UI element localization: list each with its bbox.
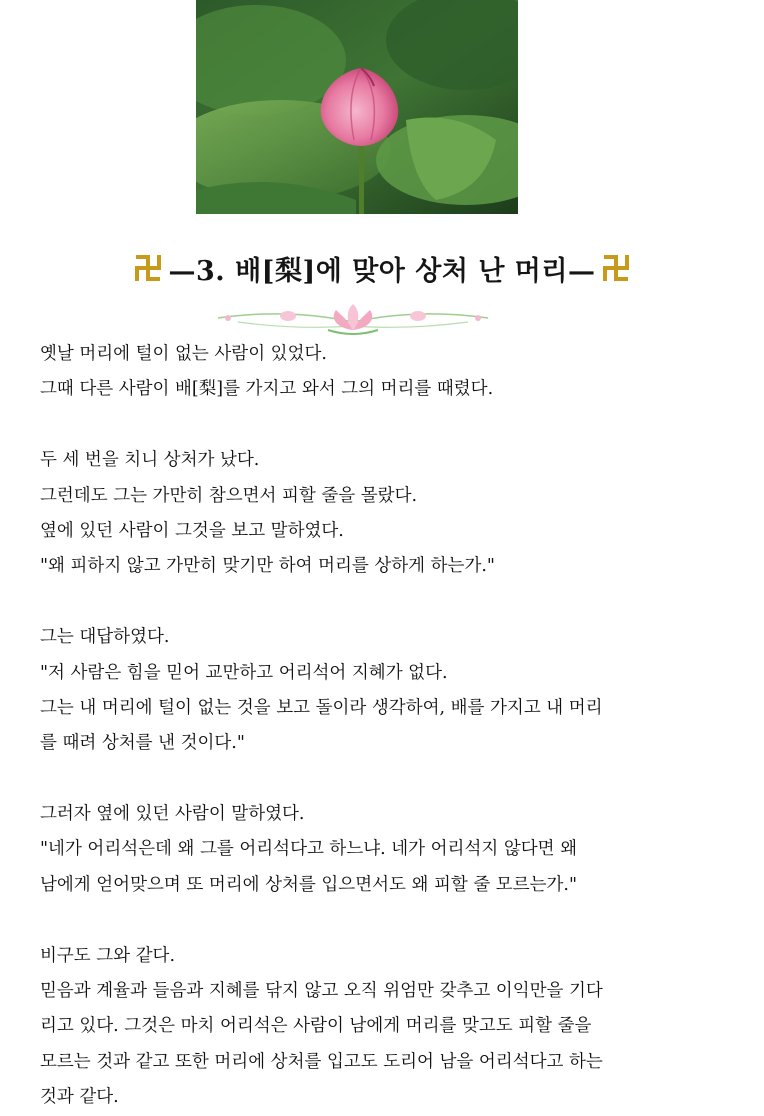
text-line: 그는 대답하였다. xyxy=(40,627,170,648)
text-line: 비구도 그와 같다. xyxy=(40,945,176,966)
title-row xyxy=(0,238,764,298)
text-line: "저 사람은 힘을 믿어 교만하고 어리석어 지혜가 없다. xyxy=(40,662,448,683)
text-line: 그때 다른 사람이 배[梨]를 가지고 와서 그의 머리를 때렸다. xyxy=(40,379,494,400)
text-line: 옛날 머리에 털이 없는 사람이 있었다. xyxy=(40,344,327,364)
paragraph-gap xyxy=(40,762,740,797)
text-line: 두 세 번을 치니 상처가 났다. xyxy=(40,450,260,471)
paragraph-gap xyxy=(40,903,740,938)
lotus-divider-icon xyxy=(208,300,498,340)
text-line: 모르는 것과 같고 또한 머리에 상처를 입고도 도리어 남을 어리석다고 하는 xyxy=(40,1051,603,1072)
text-line: 옆에 있던 사람이 그것을 보고 말하였다. xyxy=(40,520,344,541)
paragraph-gap xyxy=(40,585,740,620)
text-line: 믿음과 계율과 들음과 지혜를 닦지 않고 오직 위엄만 갖추고 이익만을 기다 xyxy=(40,981,603,1002)
text-line: 남에게 얻어맞으며 또 머리에 상처를 입으면서도 왜 피할 줄 모르는가." xyxy=(40,874,578,895)
story-body xyxy=(40,337,740,1116)
text-line: "네가 어리석은데 왜 그를 어리석다고 하느냐. 네가 어리석지 않다면 왜 xyxy=(40,839,578,860)
page-title: —3. 배[梨]에 맞아 상처 난 머리— xyxy=(168,255,596,287)
manji-icon xyxy=(601,253,631,283)
text-line: 그는 내 머리에 털이 없는 것을 보고 돌이라 생각하여, 배를 가지고 내 머리 xyxy=(40,697,603,718)
text-line: 그런데도 그는 가만히 참으면서 피할 줄을 몰랐다. xyxy=(40,485,418,506)
text-line: 를 때려 상처를 낸 것이다." xyxy=(40,733,245,754)
paragraph-gap xyxy=(40,408,740,443)
text-line: 리고 있다. 그것은 마치 어리석은 사람이 남에게 머리를 맞고도 피할 줄을 xyxy=(40,1016,592,1037)
text-line: 것과 같다. xyxy=(40,1087,119,1108)
text-line: "왜 피하지 않고 가만히 맞기만 하여 머리를 상하게 하는가." xyxy=(40,556,495,577)
text-line: 그러자 옆에 있던 사람이 말하였다. xyxy=(40,804,305,825)
manji-icon xyxy=(133,253,163,283)
lotus-bud-image xyxy=(196,0,518,214)
lotus-photo xyxy=(196,0,518,214)
